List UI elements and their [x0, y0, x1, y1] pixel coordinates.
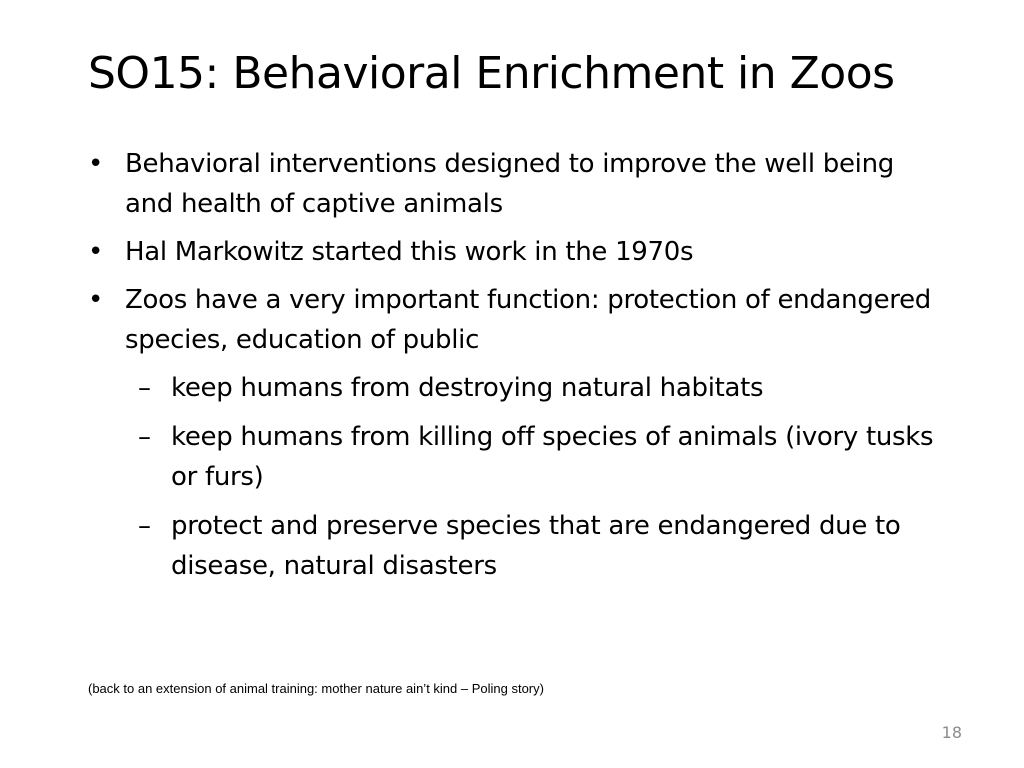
bullet-item [88, 280, 938, 360]
sub-bullet-text: protect and preserve species that are endangered due to disease, natural disasters [171, 511, 901, 581]
sub-bullet-text: keep humans from killing off species of animals (ivory tusks or furs) [171, 422, 934, 492]
bullet-list [88, 144, 938, 595]
sub-bullet-item [88, 368, 938, 408]
bullet-text: Behavioral interventions designed to improve the well being and health of captive animals [125, 149, 894, 219]
bullet-marker: • [88, 285, 104, 315]
sub-bullet-item [88, 417, 938, 497]
sub-bullet-text: keep humans from destroying natural habitats [171, 373, 764, 403]
sub-bullet-marker: – [138, 511, 151, 541]
bullet-item [88, 232, 938, 272]
footnote: (back to an extension of animal training: mother nature ain’t kind – Poling story) [88, 681, 544, 696]
sub-bullet-item [88, 506, 938, 586]
bullet-marker: • [88, 149, 104, 179]
bullet-item [88, 144, 938, 224]
bullet-marker: • [88, 237, 104, 267]
slide-title: SO15: Behavioral Enrichment in Zoos [88, 48, 895, 99]
page-number: 18 [941, 723, 962, 742]
sub-bullet-marker: – [138, 422, 151, 452]
sub-bullet-marker: – [138, 373, 151, 403]
bullet-text: Zoos have a very important function: protection of endangered species, education of public [125, 285, 931, 355]
bullet-text: Hal Markowitz started this work in the 1970s [125, 237, 694, 267]
